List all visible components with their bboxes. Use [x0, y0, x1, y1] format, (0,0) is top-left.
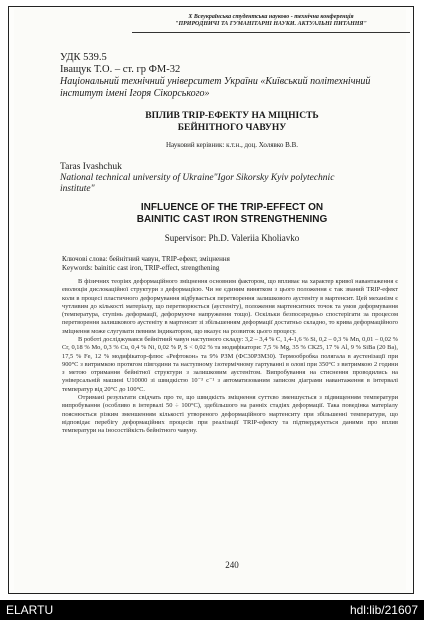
page-number: 240	[225, 560, 239, 570]
header-rule	[132, 32, 410, 33]
repository-name: ELARTU	[6, 603, 54, 617]
keywords-ua: Ключові слова: бейнітний чавун, TRIP-ефект, зміцнення	[62, 255, 230, 263]
title-ua-line-1: ВПЛИВ TRIP-ЕФЕКТУ НА МІЦНІСТЬ	[145, 111, 319, 121]
article-body	[62, 278, 398, 435]
udk-code: УДК 539.5	[60, 52, 107, 63]
title-en	[54, 202, 410, 226]
body-paragraph-3: Отримані результати свідчать про те, що швидкість зміцнення суттєво зменшується з підвищенням температури випробування (особливо в інтервалі 50 ÷ 100°С), здебільшого на ранніх стадіях деформації. Така поведінка матеріалу пояснюється різким зменшенням кількості утвореного деформаційного мартенситу при збільшенні температури, що відповідає перебігу деформаційних процесів при реалізації TRIP-ефекту та підтверджується даними про вплив температури на іносостійкість бейнітного чавуну.	[62, 393, 398, 435]
conference-header	[132, 14, 410, 28]
institution-en: National technical university of Ukraine"Igor Sikorsky Kyiv polytechnic institute"	[60, 173, 335, 194]
handle-id: hdl:lib/21607	[349, 603, 418, 617]
institution-ua: Національний технічний університет України «Київський політехнічний інститут імені Ігоря Сікорського»	[60, 76, 371, 99]
body-paragraph-2: В роботі досліджувався бейнітний чавун наступного складу: 3,2 – 3,4 % C, 1,4-1,6 % Si, 0,2 – 0,3 % Mn, 0,01 – 0,02 % Cr, 0,18 % Mo, 0,3 % Cu, 0,4 % Ni, 0,02 % P, S < 0,02 % та модифікатори: 7,5 % Mg, 35 % СК25, 17 % Al, 9 % SiBa (20 Ba), 17,5 % Fe, 12 % модифікатор-флюс «Рефтокон» та 9% РЗМ (ФС30РЗМ30). Термообробка полягала в аустенізації при 900°С з витримкою протягом півгодини та наступному ізотермічному гартуванні в олові при 350°С з витримкою 2 години з метою отримання бейнітної структури з залишковим аустенітом. Випробування на стиснення проводились на універсальній машині U10000 зі швидкістю 10⁻³ с⁻¹ з автоматизованим записом діаграми навантаження в інтервалі температур від 20°С до 100°С.	[62, 335, 398, 393]
conference-line-1: Х Всеукраїнська студентська науково - технічна конференція	[188, 14, 354, 20]
author-ua: Іващук Т.О. – ст. гр ФМ-32	[60, 64, 181, 75]
author-en: Taras Ivashchuk	[60, 162, 122, 172]
repository-footer	[0, 600, 424, 620]
title-en-line-2: BAINITIC CAST IRON STRENGTHENING	[136, 214, 328, 225]
title-ua	[54, 110, 410, 134]
body-paragraph-1: В фізичних теоріях деформаційного зміцнення основним фактором, що впливає на характер кривої навантаження є еволюція дислокаційної структури з деформацією. Чи не єдиним винятком з цього положення є так званий TRIP-ефект коли в процесі пластичного деформування відбувається перетворення залишкового аустеніту в мартенсит. Цей механізм є чутливим до кількості матеріалу, що перетворюється (аустеніту), положення мартенситних точок та умов деформування (температура, ступінь деформації, деформуюче напруження тощо). Оскільки безпосередньо спостерігати за процесом перетворення залишкового аустеніту в мартенсит зі збільшенням деформації достатньо складно, то крива деформаційного зміцнення може слугувати певним індикатором, що вказує на розвиток цього процесу.	[62, 278, 398, 335]
supervisor-en: Supervisor: Ph.D. Valeriia Kholiavko	[164, 233, 300, 243]
title-ua-line-2: БЕЙНІТНОГО ЧАВУНУ	[177, 123, 287, 133]
document-page	[14, 8, 406, 590]
supervisor-ua: Науковий керівник: к.т.н., доц. Холявко В.В.	[166, 141, 298, 149]
keywords-en: Keywords: bainitic cast iron, TRIP-effect, strengthening	[62, 264, 220, 272]
title-en-line-1: INFLUENCE OF THE TRIP-EFFECT ON	[140, 202, 324, 213]
conference-line-2: "ПРИРОДНИЧІ ТА ГУМАНІТАРНІ НАУКИ. АКТУАЛЬНІ ПИТАННЯ"	[175, 21, 367, 27]
